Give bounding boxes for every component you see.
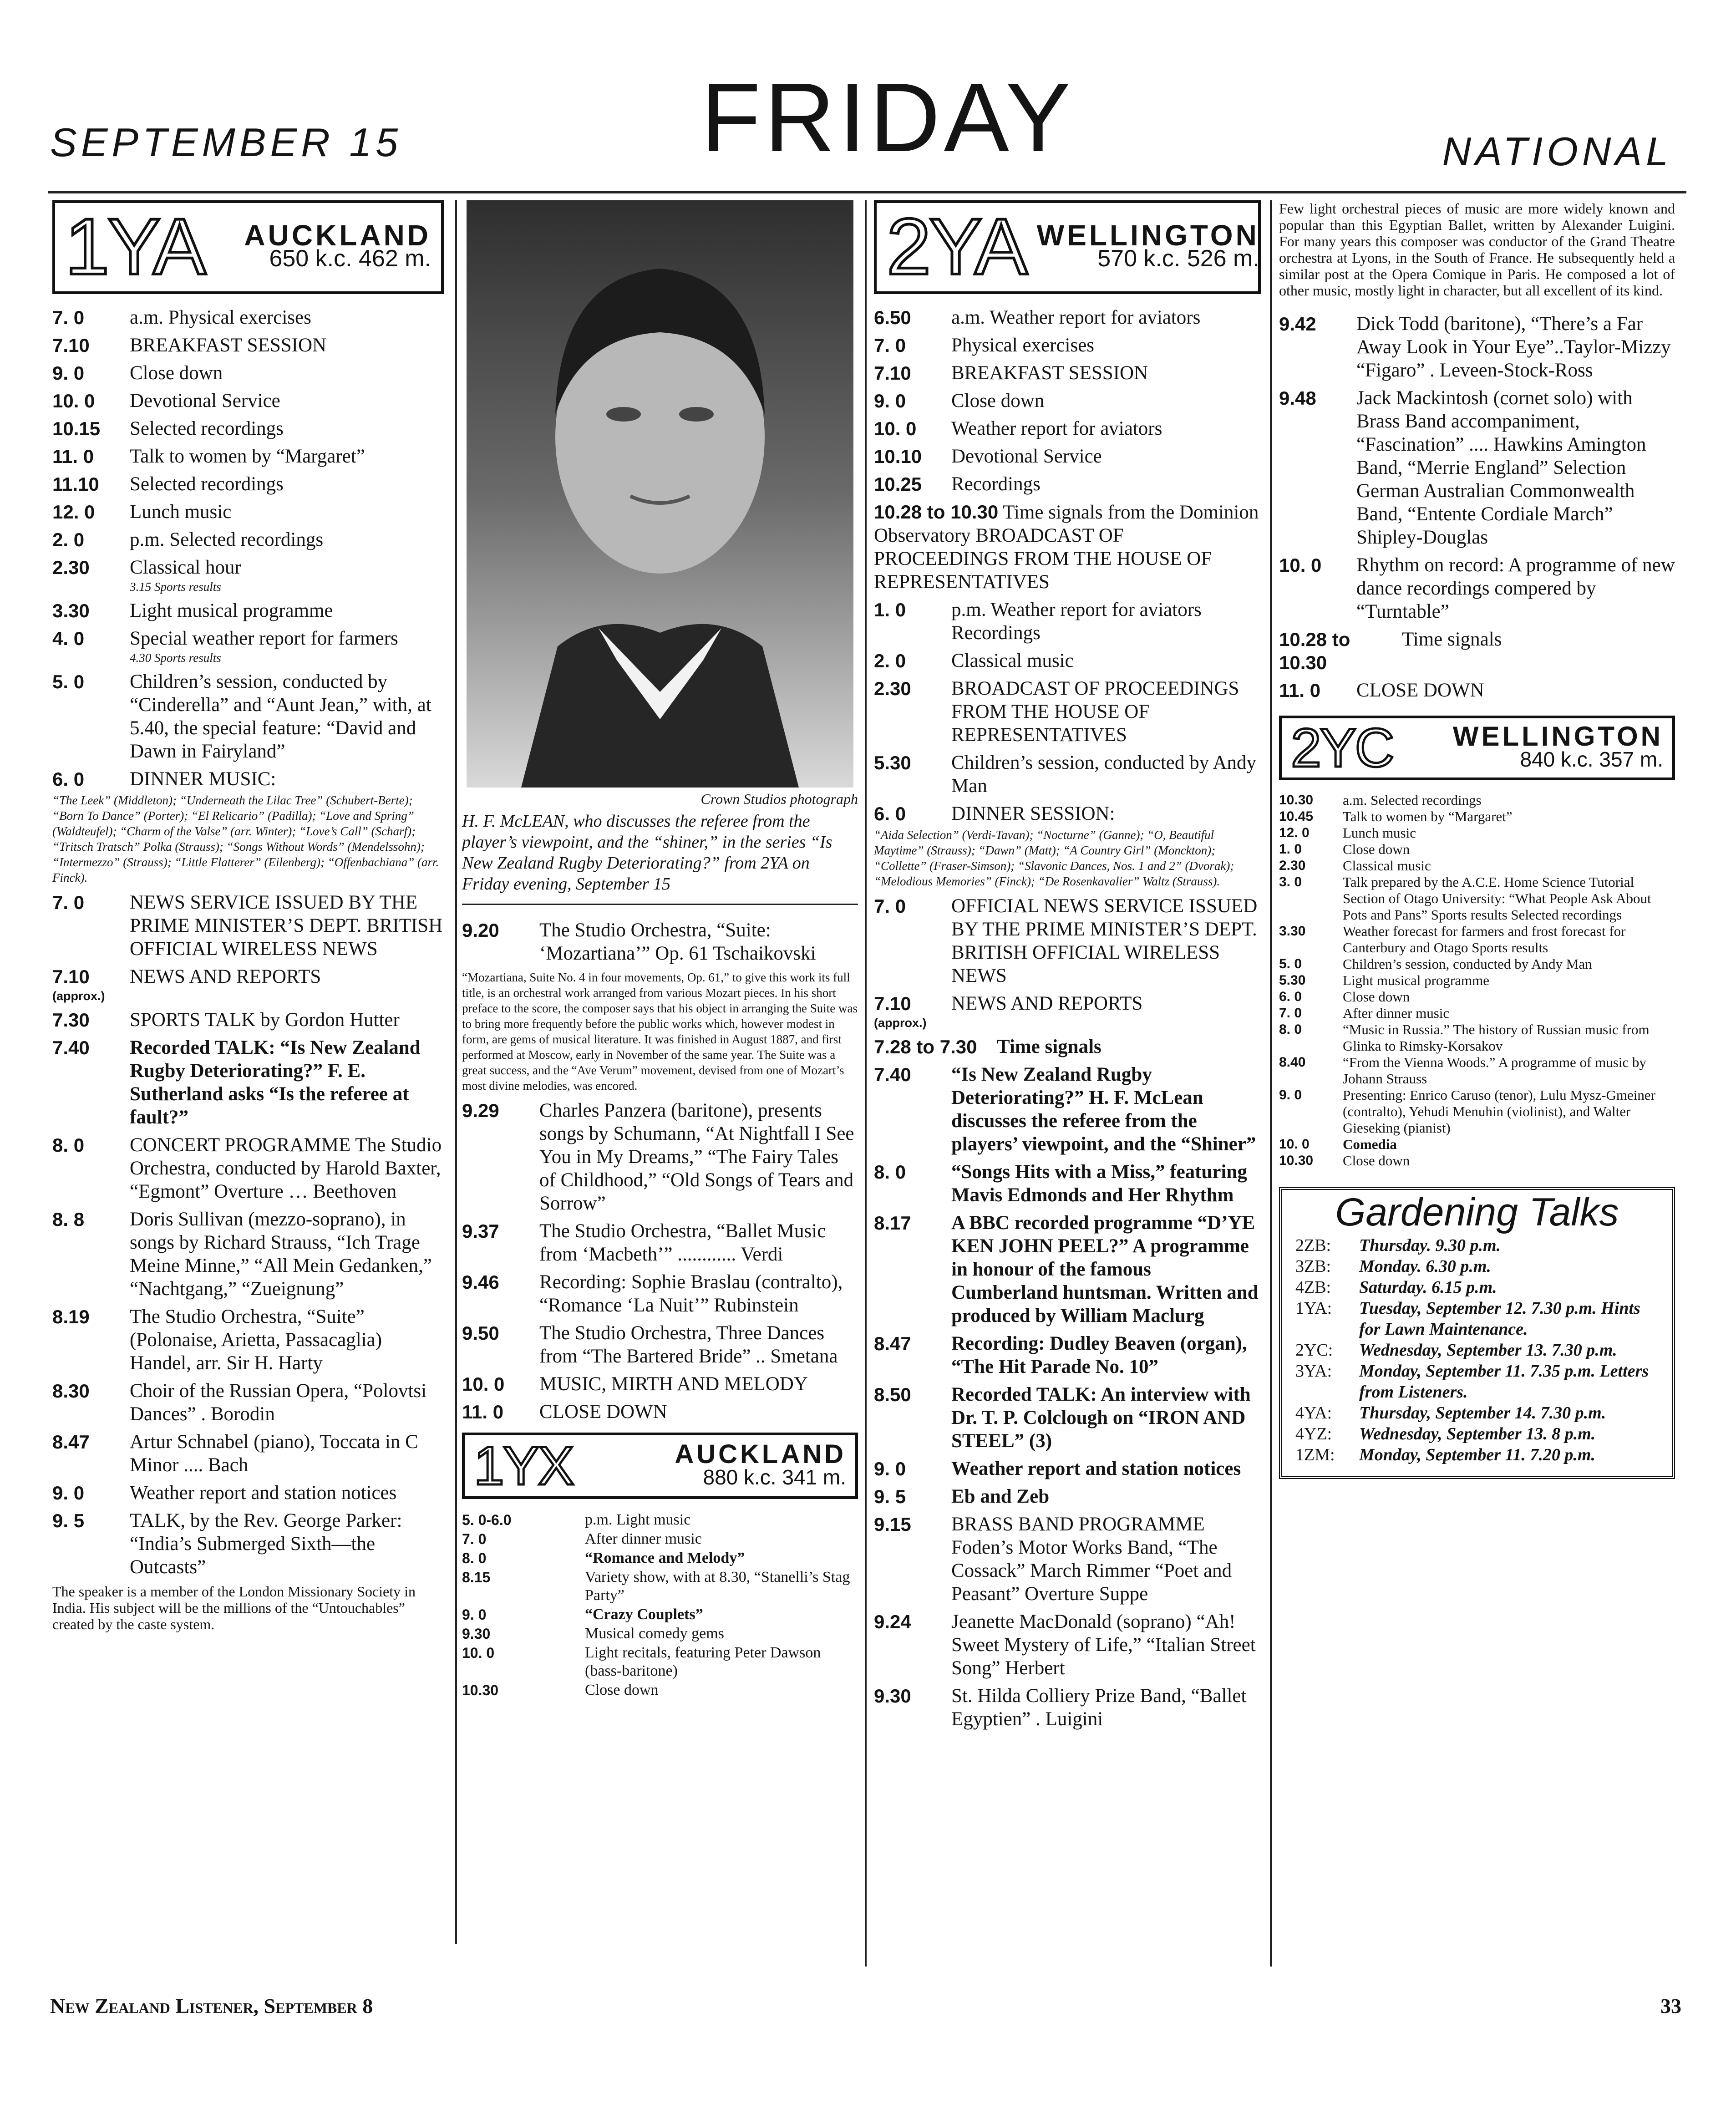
schedule-entry: 9. 0 Weather report and station notices bbox=[874, 1458, 1241, 1480]
mozartiana-note: “Mozartiana, Suite No. 4 in four movements, Op. 61,” to give this work its full title, is an orchestral work arranged from various Mozart pieces. In his short preface to the score, the composer says that his object in arranging the Suite was to bring more frequently before the public works which, however modest in form, are gems of musical literature. It was finished in August 1887, and first performed at Moscow, early in November of the same year. The Suite was a great success, and the “Ave Verum” movement, devised from one of Mozart’s most divine melodies, was encored. bbox=[462, 971, 858, 1093]
schedule-entry: 11.10 Selected recordings bbox=[52, 473, 284, 495]
schedule-entry: 9.30 Musical comedy gems bbox=[462, 1625, 724, 1642]
schedule-entry: 10.30 Close down bbox=[1279, 1153, 1410, 1169]
schedule-entry: 10.10 Devotional Service bbox=[874, 446, 1102, 468]
schedule-entry: 8. 0 CONCERT PROGRAMME The Studio Orchestra, conducted by Harold Baxter, “Egmont” Overture … Beethoven bbox=[52, 1134, 442, 1203]
schedule-entry: 5. 0 Children’s session, conducted by Andy Man bbox=[1279, 956, 1592, 972]
schedule-entry: 9. 0 Presenting: Enrico Caruso (tenor), Lulu Mysz-Gmeiner (contralto), Yehudi Menuhin (violinist), and Walter Gieseking (pianist) bbox=[1279, 1087, 1655, 1136]
schedule-entry: 2. 0 Classical music bbox=[874, 650, 1074, 672]
schedule-entry: 9.50 The Studio Orchestra, Three Dances from “The Bartered Bride” .. Smetana bbox=[462, 1322, 838, 1367]
schedule-entry: 2.30 BROADCAST OF PROCEEDINGS FROM THE HOUSE OF REPRESENTATIVES bbox=[874, 678, 1239, 746]
schedule-entry: 7.30 SPORTS TALK by Gordon Hutter bbox=[52, 1009, 400, 1031]
station-frequency: 650 k.c. 462 m. bbox=[269, 245, 431, 272]
header-rule bbox=[48, 191, 1686, 193]
schedule-entry: 6. 0 DINNER MUSIC: bbox=[52, 768, 276, 790]
schedule-entry: 9.37 The Studio Orchestra, “Ballet Music from ‘Macbeth’” ............ Verdi bbox=[462, 1220, 826, 1265]
header-day: FRIDAY bbox=[701, 62, 1075, 172]
callsign: 1YA bbox=[65, 203, 204, 291]
schedule-entry: 7. 0 Physical exercises bbox=[874, 335, 1095, 356]
schedule-entry: 10.25 Recordings bbox=[874, 473, 1041, 495]
gardening-row: 1ZM: Monday, September 11. 7.20 p.m. bbox=[1295, 1445, 1595, 1464]
column-divider bbox=[455, 200, 457, 1944]
schedule-entry: 7.40 “Is New Zealand Rugby Deteriorating?” H. F. McLean discusses the referee from the players’ viewpoint, and the “Shiner” bbox=[874, 1064, 1256, 1155]
station-city: WELLINGTON bbox=[1452, 721, 1663, 752]
dinner-music-list: “The Leek” (Middleton); “Underneath the Lilac Tree” (Schubert-Berte); “Born To Dance” (Porter); “El Relicario” (Padilla); “Love and Spring” (Waldteufel); “Charm of the Valse” (arr. Winter); “Love’s Call” (Scharf); “Tritsch Tratsch” Polka (Strauss); “Songs Without Words” (Mendelssohn); “Intermezzo” (Strauss); “Little Flatterer” (Eilenberg); “Offenbachiana” (arr. Finck). bbox=[52, 793, 439, 885]
schedule-entry: 10. 0 Comedia bbox=[1279, 1136, 1397, 1152]
schedule-entry: 7. 0 After dinner music bbox=[462, 1530, 702, 1547]
schedule-entry: 10. 0 Rhythm on record: A programme of new dance recordings compered by “Turntable” bbox=[1279, 554, 1675, 622]
schedule-entry: 8.40 “From the Vienna Woods.” A programme of music by Johann Strauss bbox=[1279, 1054, 1646, 1087]
schedule-entry: 10.28 to 10.30 Time signals bbox=[1279, 629, 1502, 673]
schedule-entry: 9.46 Recording: Sophie Braslau (contralto), “Romance ‘La Nuit’” Rubinstein bbox=[462, 1271, 843, 1316]
gardening-row: 3ZB: Monday. 6.30 p.m. bbox=[1295, 1257, 1491, 1276]
schedule-entry: 7.28 to 7.30 Time signals bbox=[874, 1036, 1101, 1058]
schedule-entry: 8.15 Variety show, with at 8.30, “Stanelli’s Stag Party” bbox=[462, 1569, 850, 1604]
header-date: SEPTEMBER 15 bbox=[50, 120, 402, 165]
schedule-entry: 7.10 BREAKFAST SESSION bbox=[52, 335, 327, 356]
schedule-entry: 4. 0 Special weather report for farmers 4.30 Sports results bbox=[52, 628, 398, 665]
schedule-entry: 7. 0 OFFICIAL NEWS SERVICE ISSUED BY THE PRIME MINISTER’S DEPT. BRITISH OFFICIAL WIRELESS NEWS bbox=[874, 895, 1258, 987]
schedule-entry: 8. 0 “Music in Russia.” The history of Russian music from Glinka to Rimsky-Korsakov bbox=[1279, 1021, 1650, 1054]
station-city: AUCKLAND bbox=[675, 1439, 846, 1469]
schedule-entry: 8. 0 “Songs Hits with a Miss,” featuring Mavis Edmonds and Her Rhythm bbox=[874, 1161, 1247, 1206]
gardening-row: 2ZB: Thursday. 9.30 p.m. bbox=[1295, 1236, 1501, 1255]
schedule-entry: 10.15 Selected recordings bbox=[52, 418, 284, 440]
schedule-entry: 7. 0 After dinner music bbox=[1279, 1005, 1450, 1021]
callsign: 2YC bbox=[1291, 717, 1393, 778]
gardening-row: 1YA: Tuesday, September 12. 7.30 p.m. Hints for Lawn Maintenance. bbox=[1295, 1299, 1640, 1339]
schedule-entry: 8.47 Artur Schnabel (piano), Toccata in C Minor .... Bach bbox=[52, 1431, 418, 1476]
schedule-entry: 6. 0 Close down bbox=[1279, 989, 1410, 1005]
column-2 bbox=[462, 200, 858, 1700]
schedule-entry: 5.30 Children’s session, conducted by Andy Man bbox=[874, 752, 1257, 797]
gardening-title: Gardening Talks bbox=[1335, 1190, 1619, 1234]
station-frequency: 840 k.c. 357 m. bbox=[1520, 747, 1663, 771]
schedule-entry: 8. 0 “Romance and Melody” bbox=[462, 1550, 745, 1566]
schedule-entry: 12. 0 Lunch music bbox=[52, 501, 232, 523]
schedule-entry: 2.30 Classical music bbox=[1279, 858, 1431, 874]
schedule-entry: 10.30 Close down bbox=[462, 1682, 659, 1698]
photo-credit: Crown Studios photograph bbox=[700, 791, 858, 807]
schedule-entry: 6.50 a.m. Weather report for aviators bbox=[874, 307, 1201, 329]
schedule-entry: 8.50 Recorded TALK: An interview with Dr. T. P. Colclough on “IRON AND STEEL” (3) bbox=[874, 1384, 1251, 1452]
schedule-entry: 8.30 Choir of the Russian Opera, “Polovtsi Dances” . Borodin bbox=[52, 1380, 427, 1425]
schedule-entry: 8. 8 Doris Sullivan (mezzo-soprano), in songs by Richard Strauss, “Ich Trage Meine Minne,” “All Mein Gedanken,” “Nachtgang,” “Zueignung” bbox=[52, 1209, 432, 1300]
schedule-entry: 8.19 The Studio Orchestra, “Suite” (Polonaise, Arietta, Passacaglia) Handel, arr. Sir H. Harty bbox=[52, 1306, 382, 1374]
portrait-image bbox=[467, 200, 853, 788]
schedule-entry: 8.17 A BBC recorded programme “D’YE KEN JOHN PEEL?” A programme in honour of the famous Cumberland huntsman. Written and produced by William Maclurg bbox=[874, 1212, 1259, 1327]
schedule-entry: 10. 0 MUSIC, MIRTH AND MELODY bbox=[462, 1373, 808, 1395]
photo-caption: H. F. McLEAN, who discusses the referee from the player’s viewpoint, and the “shiner,” in the series “Is New Zealand Rugby Deteriorating?” from 2YA on Friday evening, September 15 bbox=[462, 812, 832, 894]
schedule-entry: 1. 0 Close down bbox=[1279, 841, 1410, 857]
schedule-entry: 9.15 BRASS BAND PROGRAMME Foden’s Motor Works Band, “The Cossack” March Rimmer “Poet and Peasant” Overture Suppe bbox=[874, 1514, 1232, 1605]
callsign: 2YA bbox=[887, 203, 1026, 291]
schedule-entry: 9. 0 Weather report and station notices bbox=[52, 1482, 397, 1504]
schedule-entry: 5. 0-6.0 p.m. Light music bbox=[462, 1511, 691, 1528]
station-frequency: 880 k.c. 341 m. bbox=[703, 1465, 846, 1489]
schedule-entry: 2. 0 p.m. Selected recordings bbox=[52, 529, 324, 551]
schedule-entry: 7.40 Recorded TALK: “Is New Zealand Rugby Deteriorating?” F. E. Sutherland asks “Is the referee at fault?” bbox=[52, 1037, 421, 1128]
schedule-entry: 7.10 (approx.) NEWS AND REPORTS bbox=[52, 966, 321, 1003]
gardening-row: 3YA: Monday, September 11. 7.35 p.m. Letters from Listeners. bbox=[1295, 1362, 1649, 1402]
header-network: NATIONAL bbox=[1442, 129, 1672, 174]
schedule-entry: 9.30 St. Hilda Colliery Prize Band, “Ballet Egyptien” . Luigini bbox=[874, 1685, 1247, 1730]
schedule-entry: 9.24 Jeanette MacDonald (soprano) “Ah! Sweet Mystery of Life,” “Italian Street Song” Herbert bbox=[874, 1611, 1256, 1679]
luigini-note: Few light orchestral pieces of music are more widely known and popular than this Egyptian Ballet, written by Alexander Luigini. For many years this composer was conductor of the Grand Theatre orchestra at Lyons, in the South of France. He subsequently held a similar post at the Opera Comique in Paris. He composed a lot of other music, mostly light in character, but all excellent of its kind. bbox=[1279, 200, 1675, 299]
schedule-entry: 9. 0 Close down bbox=[874, 390, 1045, 412]
gardening-talks-box bbox=[1279, 1187, 1675, 1479]
schedule-entry: 9. 0 Close down bbox=[52, 362, 223, 384]
closing-note: The speaker is a member of the London Missionary Society in India. His subject will be the millions of the “Untouchables” created by the caste system. bbox=[52, 1583, 416, 1633]
station-logo-2yc bbox=[1279, 716, 1675, 780]
station-logo-1yx bbox=[462, 1433, 858, 1499]
schedule-entry: 2.30 Classical hour 3.15 Sports results bbox=[52, 557, 241, 594]
schedule-entry: 3.30 Light musical programme bbox=[52, 600, 333, 622]
station-city: WELLINGTON bbox=[1036, 219, 1259, 252]
portrait-photo bbox=[467, 200, 853, 788]
schedule-entry: 9.48 Jack Mackintosh (cornet solo) with Brass Band accompaniment, “Fascination” .... Hawkins Amington Band, “Merrie England” Selection German Australian Commonwealth Band, “Entente Cordiale March” Shipley-Douglas bbox=[1279, 387, 1646, 548]
station-frequency: 570 k.c. 526 m. bbox=[1097, 245, 1259, 272]
schedule-entry: 9. 5 TALK, by the Rev. George Parker: “India’s Submerged Sixth—the Outcasts” bbox=[52, 1510, 402, 1578]
gardening-row: 2YC: Wednesday, September 13. 7.30 p.m. bbox=[1295, 1341, 1617, 1360]
schedule-entry: 10.28 to 10.30 Time signals from the Dominion Observatory BROADCAST OF PROCEEDINGS FROM THE HOUSE OF REPRESENTATIVES bbox=[874, 501, 1259, 593]
column-2ya bbox=[874, 200, 1261, 1735]
column-divider bbox=[865, 200, 867, 1967]
column-divider bbox=[1270, 200, 1272, 1967]
schedule-entry: 8.47 Recording: Dudley Beaven (organ), “The Hit Parade No. 10” bbox=[874, 1333, 1247, 1378]
station-city: AUCKLAND bbox=[244, 219, 431, 252]
schedule-entry: 11. 0 Talk to women by “Margaret” bbox=[52, 446, 365, 468]
footer-page-number: 33 bbox=[1660, 1994, 1681, 2017]
schedule-entry: 1. 0 p.m. Weather report for aviators Recordings bbox=[874, 599, 1202, 644]
schedule-entry: 3.30 Weather forecast for farmers and frost forecast for Canterbury and Otago Sports results bbox=[1279, 923, 1626, 955]
station-logo-2ya bbox=[874, 200, 1261, 294]
schedule-entry: 11. 0 CLOSE DOWN bbox=[1279, 680, 1484, 701]
schedule-entry: 6. 0 DINNER SESSION: bbox=[874, 803, 1115, 825]
schedule-entry: 10. 0 Weather report for aviators bbox=[874, 418, 1162, 440]
gardening-row: 4YZ: Wednesday, September 13. 8 p.m. bbox=[1295, 1424, 1596, 1443]
column-1ya bbox=[52, 200, 444, 1632]
gardening-row: 4YA: Thursday, September 14. 7.30 p.m. bbox=[1295, 1403, 1606, 1423]
schedule-entry: 9.42 Dick Todd (baritone), “There’s a Far Away Look in Your Eye”..Taylor-Mizzy “Figaro” . Leveen-Stock-Ross bbox=[1279, 313, 1671, 381]
column-4 bbox=[1279, 200, 1675, 1479]
schedule-entry: 5.30 Light musical programme bbox=[1279, 972, 1489, 988]
schedule-entry: 10. 0 Devotional Service bbox=[52, 390, 280, 412]
schedule-entry: 9. 5 Eb and Zeb bbox=[874, 1486, 1050, 1508]
schedule-entry: 9.20 The Studio Orchestra, “Suite: ‘Mozartiana’” Op. 61 Tschaikovski bbox=[462, 920, 816, 964]
caption-rule bbox=[462, 904, 858, 905]
schedule-entry: 9. 0 “Crazy Couplets” bbox=[462, 1606, 703, 1623]
schedule-entry: 10.30 a.m. Selected recordings bbox=[1279, 792, 1482, 808]
schedule-entry: 11. 0 CLOSE DOWN bbox=[462, 1401, 667, 1423]
footer-publication: New Zealand Listener, September 8 bbox=[50, 1994, 373, 2017]
dinner-session-list: “Aida Selection” (Verdi-Tavan); “Nocturne” (Ganne); “O, Beautiful Maytime” (Strauss); “Dawn” (Matt); “A Country Girl” (Monckton); “Collette” (Fraser-Simson); “Slavonic Dances, Nos. 1 and 2” (Dvorak); “Melodious Memories” (Finck); “De Rosenkavalier” Waltz (Strauss). bbox=[874, 828, 1234, 889]
schedule-entry: 10. 0 Light recitals, featuring Peter Dawson (bass-baritone) bbox=[462, 1644, 821, 1679]
schedule-entry: 7.10 (approx.) NEWS AND REPORTS bbox=[874, 993, 1143, 1030]
schedule-entry: 5. 0 Children’s session, conducted by “Cinderella” and “Aunt Jean,” with, at 5.40, the special feature: “David and Dawn in Fairyland” bbox=[52, 671, 431, 762]
schedule-entry: 9.29 Charles Panzera (baritone), presents songs by Schumann, “At Nightfall I See You in My Dreams,” “The Fairy Tales of Childhood,” “Old Songs of Tears and Sorrow” bbox=[462, 1100, 854, 1214]
callsign: 1YX bbox=[474, 1435, 573, 1496]
schedule-entry: 7.10 BREAKFAST SESSION bbox=[874, 362, 1148, 384]
schedule-entry: 10.45 Talk to women by “Margaret” bbox=[1279, 808, 1513, 824]
schedule-entry: 7. 0 NEWS SERVICE ISSUED BY THE PRIME MINISTER’S DEPT. BRITISH OFFICIAL WIRELESS NEWS bbox=[52, 892, 443, 960]
schedule-entry: 12. 0 Lunch music bbox=[1279, 825, 1416, 841]
schedule-entry: 3. 0 Talk prepared by the A.C.E. Home Science Tutorial Section of Otago University: “What People Ask About Pots and Pans” Sports results Selected recordings bbox=[1279, 874, 1651, 923]
schedule-entry: 7. 0 a.m. Physical exercises bbox=[52, 307, 311, 329]
gardening-row: 4ZB: Saturday. 6.15 p.m. bbox=[1295, 1278, 1497, 1297]
station-logo-1ya bbox=[52, 200, 444, 294]
